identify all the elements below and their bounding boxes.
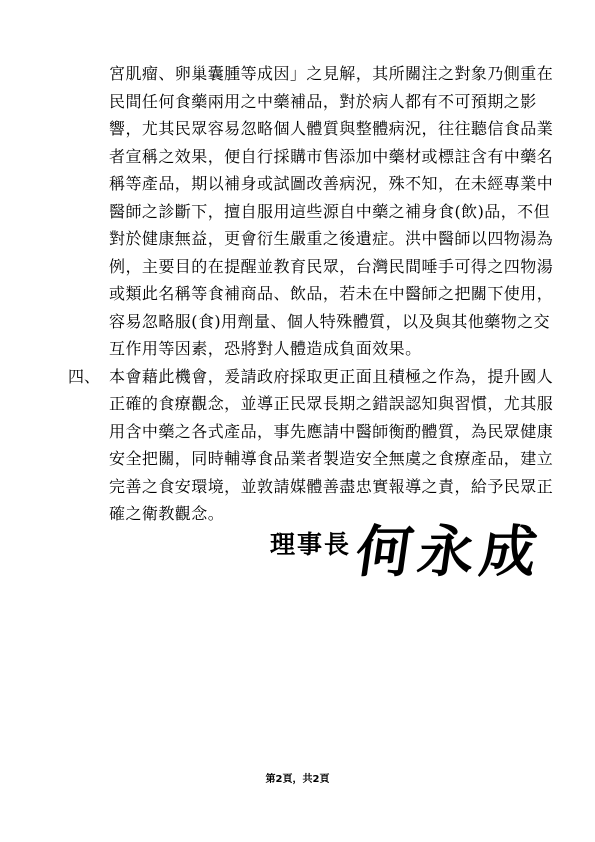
text-line: 者宣稱之效果，便自行採購市售添加中藥材或標註含有中藥名 xyxy=(109,147,554,166)
text-line: 本會藉此機會，爰請政府採取更正面且積極之作為，提升國人 xyxy=(109,367,554,386)
text-line: 稱等產品，期以補身或試圖改善病況，殊不知，在未經專業中 xyxy=(109,174,554,193)
text-line: 醫師之診斷下，擅自服用這些源自中藥之補身食(飲)品，不但 xyxy=(109,202,551,221)
list-marker: 四、 xyxy=(68,367,101,386)
page-number-footer: 第2頁，共2頁 xyxy=(265,774,330,785)
text-line: 確之衛教觀念。 xyxy=(109,504,225,523)
text-line: 例，主要目的在提醒並教育民眾，台灣民間唾手可得之四物湯 xyxy=(109,257,554,276)
text-line: 對於健康無益，更會衍生嚴重之後遺症。洪中醫師以四物湯為 xyxy=(109,229,554,248)
text-line: 容易忽略服(食)用劑量、個人特殊體質，以及與其他藥物之交 xyxy=(109,312,551,331)
text-line: 安全把關，同時輔導食品業者製造安全無虞之食療產品，建立 xyxy=(109,449,554,468)
text-line: 用含中藥之各式產品，事先應請中醫師衡酌體質，為民眾健康 xyxy=(109,422,554,441)
text-line: 民間任何食藥兩用之中藥補品，對於病人都有不可預期之影 xyxy=(109,92,537,111)
text-line: 或類此名稱等食補商品、飲品，若未在中醫師之把關下使用， xyxy=(109,284,554,303)
text-line: 完善之食安環境，並敦請媒體善盡忠實報導之責，給予民眾正 xyxy=(109,477,554,496)
text-line: 正確的食療觀念，並導正民眾長期之錯誤認知與習慣，尤其服 xyxy=(109,394,554,413)
text-line: 宮肌瘤、卵巢囊腫等成因」之見解，其所關注之對象乃側重在 xyxy=(109,64,554,83)
text-line: 互作用等因素，恐將對人體造成負面效果。 xyxy=(109,339,422,358)
signature-title: 理事長 xyxy=(270,530,352,559)
signature-name: 何永成 xyxy=(351,519,548,585)
text-line: 響，尤其民眾容易忽略個人體質與整體病況，往往聽信食品業 xyxy=(109,119,554,138)
